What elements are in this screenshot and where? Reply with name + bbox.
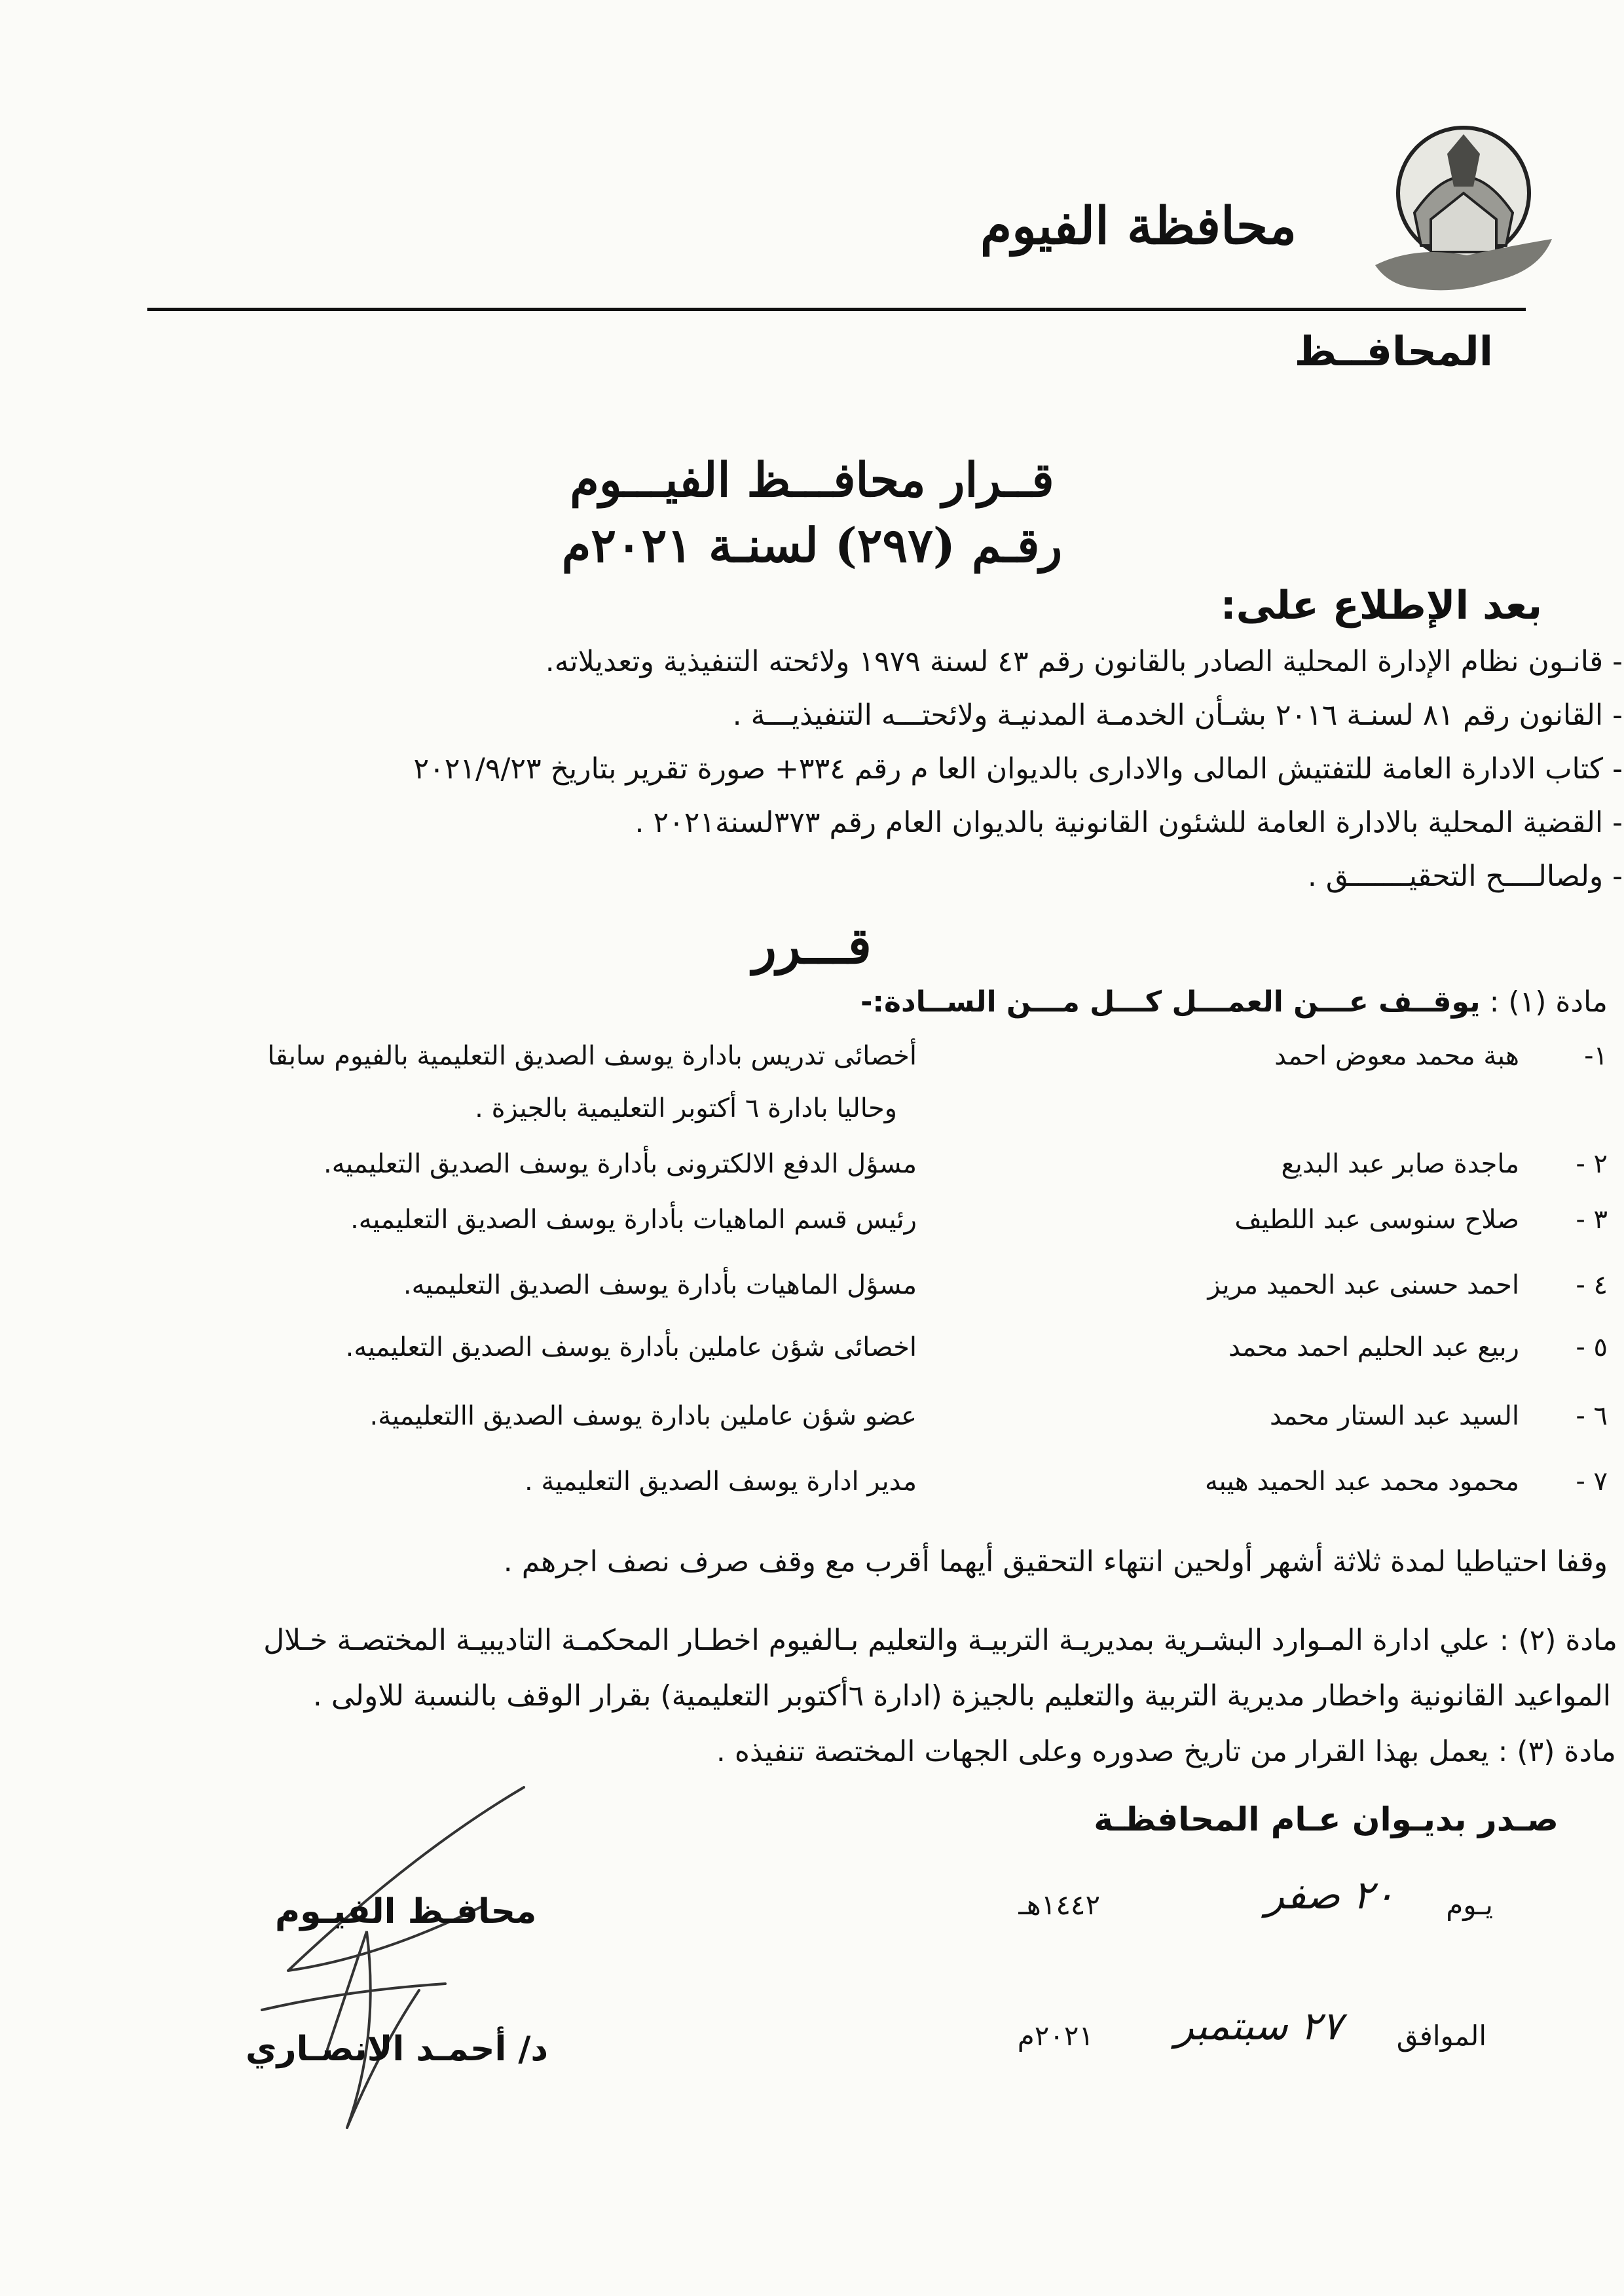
reference-item: - كتاب الادارة العامة للتفتيش المالى والادارى بالديوان العا م رقم ٣٣٤+ صورة تقرير بتاريخ ٢٠٢١/٩/٢٣	[413, 752, 1623, 786]
reference-item: - القانون رقم ٨١ لسنـة ٢٠١٦ بشـأن الخدمـة المدنيـة ولائحتـــه التنفيذيـــة .	[732, 699, 1623, 732]
article-2-line-2: المواعيد القانونية واخطار مديرية التربية والتعليم بالجيزة (ادارة ٦أكتوبر التعليمية) بقرار الوقف بالنسبة للاولى .	[312, 1679, 1611, 1713]
staff-position: عضو شؤن عاملين بادارة يوسف الصديق االتعليمية.	[369, 1401, 917, 1431]
article-2-line-1: مادة (٢) : علي ادارة المـوارد البشـرية بمديريـة التربيـة والتعليم بـالفيوم اخطـار المحكمـة التاديبيـة المختصـة خـلال	[263, 1624, 1617, 1657]
staff-number: ١-	[1584, 1041, 1608, 1071]
staff-position: أخصائى تدريس بادارة يوسف الصديق التعليمية بالفيوم سابقا	[267, 1041, 917, 1071]
staff-row	[0, 1205, 1624, 1257]
staff-name: صلاح سنوسى عبد اللطيف	[1234, 1205, 1519, 1235]
handwritten-day: ٢٠ صفر	[1265, 1872, 1395, 1918]
staff-row	[0, 1467, 1624, 1519]
decision-heading: قـــرر	[752, 917, 872, 975]
issued-statement: صـدر بديـوان عـام المحافظـة	[1094, 1800, 1559, 1838]
signatory-title: محافـظ الفيـوم	[275, 1892, 537, 1931]
corresponding-label: الموافق	[1396, 2020, 1486, 2052]
governorate-name: محافظة الفيوم	[980, 196, 1297, 256]
header-divider	[147, 308, 1526, 311]
references-list	[98, 635, 1623, 903]
staff-row	[0, 1270, 1624, 1322]
staff-number: ٧ -	[1576, 1467, 1608, 1497]
handwritten-signature-icon	[249, 1774, 589, 2141]
decree-title: قــرار محافـــظ الفيـــوم	[570, 452, 1054, 507]
staff-row	[0, 1332, 1624, 1385]
staff-name: محمود محمد عبد الحميد هيبه	[1205, 1467, 1519, 1497]
staff-position: مسؤل الماهيات بأدارة يوسف الصديق التعليميه.	[403, 1270, 917, 1300]
staff-row	[0, 1401, 1624, 1453]
staff-number: ٥ -	[1576, 1332, 1608, 1362]
staff-name: السيد عبد الستار محمد	[1269, 1401, 1519, 1431]
signatory-name: د/ أحمـد الانصـاري	[246, 2030, 549, 2069]
preamble-heading: بعد الإطلاع على:	[1220, 583, 1542, 629]
handwritten-gregorian-date: ٢٧ سبتمبر	[1175, 2003, 1342, 2049]
office-title: المحافــظ	[1294, 327, 1493, 375]
day-label: يـوم	[1446, 1889, 1493, 1921]
staff-number: ٦ -	[1576, 1401, 1608, 1431]
staff-position: اخصائى شؤن عاملين بأدارة يوسف الصديق التعليميه.	[345, 1332, 917, 1362]
gregorian-year: ٢٠٢١م	[1017, 2020, 1094, 2052]
staff-row	[0, 1041, 1624, 1123]
staff-row	[0, 1149, 1624, 1201]
reference-item: - القضية المحلية بالادارة العامة للشئون القانونية بالديوان العام رقم ٣٧٣لسنة٢٠٢١ .	[635, 806, 1623, 839]
decree-number: رقـم (٢٩٧) لسنـة ٢٠٢١م	[561, 517, 1063, 573]
hijri-year: ١٤٤٢هـ	[1018, 1889, 1100, 1921]
staff-position: مسؤل الدفع الالكترونى بأدارة يوسف الصديق التعليميه.	[323, 1149, 917, 1179]
staff-position: مدير ادارة يوسف الصديق التعليمية .	[524, 1467, 917, 1497]
suspension-terms: وقفا احتياطيا لمدة ثلاثة أشهر أولحين انتهاء التحقيق أيهما أقرب مع وقف صرف نصف اجرهم .	[503, 1545, 1608, 1578]
staff-number: ٣ -	[1576, 1205, 1608, 1235]
reference-item: - ولصالــــح التحقيـــــــق .	[1307, 860, 1623, 893]
governorate-logo-icon	[1375, 115, 1552, 304]
staff-name: هبة محمد معوض احمد	[1274, 1041, 1519, 1071]
reference-item: - قانـون نظام الإدارة المحلية الصادر بالقانون رقم ٤٣ لسنة ١٩٧٩ ولائحته التنفيذية وتعديلاته.	[545, 645, 1623, 678]
staff-name: ربيع عبد الحليم احمد محمد	[1228, 1332, 1519, 1362]
staff-number: ٤ -	[1576, 1270, 1608, 1300]
article-3: مادة (٣) : يعمل بهذا القرار من تاريخ صدوره وعلى الجهات المختصة تنفيذه .	[716, 1735, 1616, 1768]
staff-position-continued: وحاليا بادارة ٦ أكتوبر التعليمية بالجيزة .	[475, 1093, 897, 1123]
staff-name: ماجدة صابر عبد البديع	[1281, 1149, 1519, 1179]
staff-number: ٢ -	[1576, 1149, 1608, 1179]
staff-position: رئيس قسم الماهيات بأدارة يوسف الصديق التعليميه.	[350, 1205, 917, 1235]
article-1	[860, 985, 1608, 1019]
staff-name: احمد حسنى عبد الحميد مريز	[1208, 1270, 1519, 1300]
article-1-label: مادة (١) :	[1489, 985, 1608, 1019]
article-1-text: يوقــف عـــن العمـــل كـــل مـــن الســادة:-	[860, 985, 1481, 1019]
